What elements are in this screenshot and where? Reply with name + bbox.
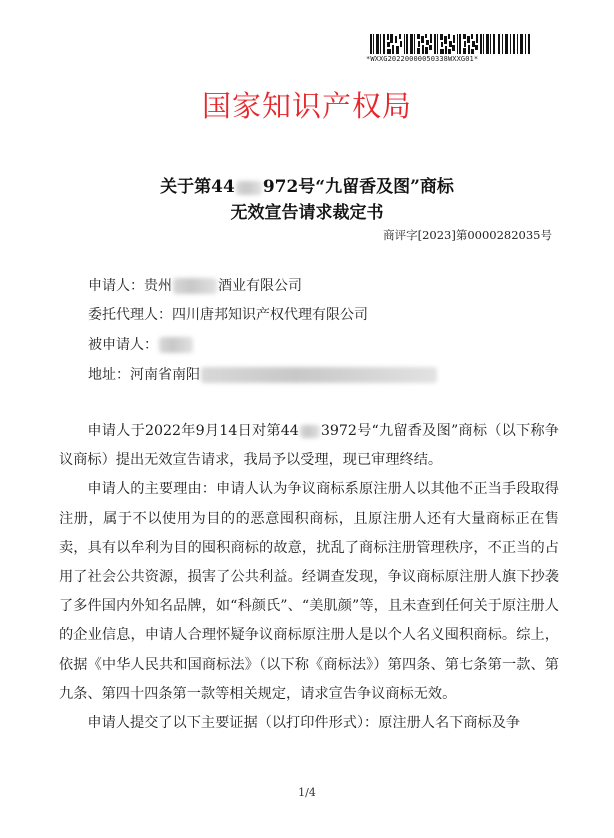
applicant-prefix: 贵州 <box>144 278 172 294</box>
page-number: 1/4 <box>298 786 316 799</box>
respondent-line <box>88 334 194 354</box>
redaction <box>300 425 320 438</box>
document-title <box>0 172 614 197</box>
agency-name: 国家知识产权局 <box>201 89 412 123</box>
decision-body <box>59 417 559 738</box>
agent-value: 四川唐邦知识产权代理有限公司 <box>172 307 368 323</box>
redaction <box>201 367 437 383</box>
applicant-line <box>88 275 302 295</box>
barcode-number: *WXXG20220000050338WXXG01* <box>366 55 479 63</box>
title-part-2: 972号“九留香及图”商标 <box>262 177 454 197</box>
paragraph-2: 申请人的主要理由：申请人认为争议商标系原注册人以其他不正当手段取得注册，属于不以使用为目的的恶意囤积商标，且原注册人还有大量商标正在售卖，具有以牟利为目的囤积商标的故意，扰乱了商标注册管理秩序，不正当的占用了社会公共资源，损害了公共利益。经调查发现，争议商标原注册人旗下抄袭了多件国内外知名品牌，如“科颜氏”、“美肌颜”等，且未查到任何关于原注册人的企业信息，申请人合理怀疑争议商标原注册人是以个人名义囤积商标。综上，依据《中华人民共和国商标法》（以下称《商标法》）第四条、第七条第一款、第九条、第四十四条第一款等相关规定，请求宣告争议商标无效。 <box>59 481 559 702</box>
paragraph-1-b: 3972号“九留香及图”商标（以下称争议商标）提出无效宣告请求，我局予以受理，现已审理终结。 <box>59 423 559 469</box>
document-number: 商评字[2023]第0000282035号 <box>383 228 552 242</box>
barcode <box>370 34 530 54</box>
paragraph-1 <box>59 417 559 475</box>
address-label: 地址： <box>88 367 130 383</box>
redaction <box>159 337 193 353</box>
paragraph-3: 申请人提交了以下主要证据（以打印件形式）：原注册人名下商标及争 <box>87 715 521 732</box>
agent-label: 委托代理人： <box>88 307 172 323</box>
address-prefix: 河南省南阳 <box>130 367 200 383</box>
respondent-label: 被申请人： <box>88 337 158 353</box>
agent-line <box>88 304 368 324</box>
paragraph-1-a: 申请人于2022年9月14日对第44 <box>87 423 299 439</box>
title-part-1: 关于第44 <box>160 177 235 197</box>
address-line <box>88 364 438 384</box>
applicant-label: 申请人： <box>88 278 144 294</box>
document-subtitle: 无效宣告请求裁定书 <box>230 203 384 223</box>
redaction <box>236 181 262 195</box>
applicant-suffix: 酒业有限公司 <box>218 278 302 294</box>
redaction <box>173 278 217 294</box>
